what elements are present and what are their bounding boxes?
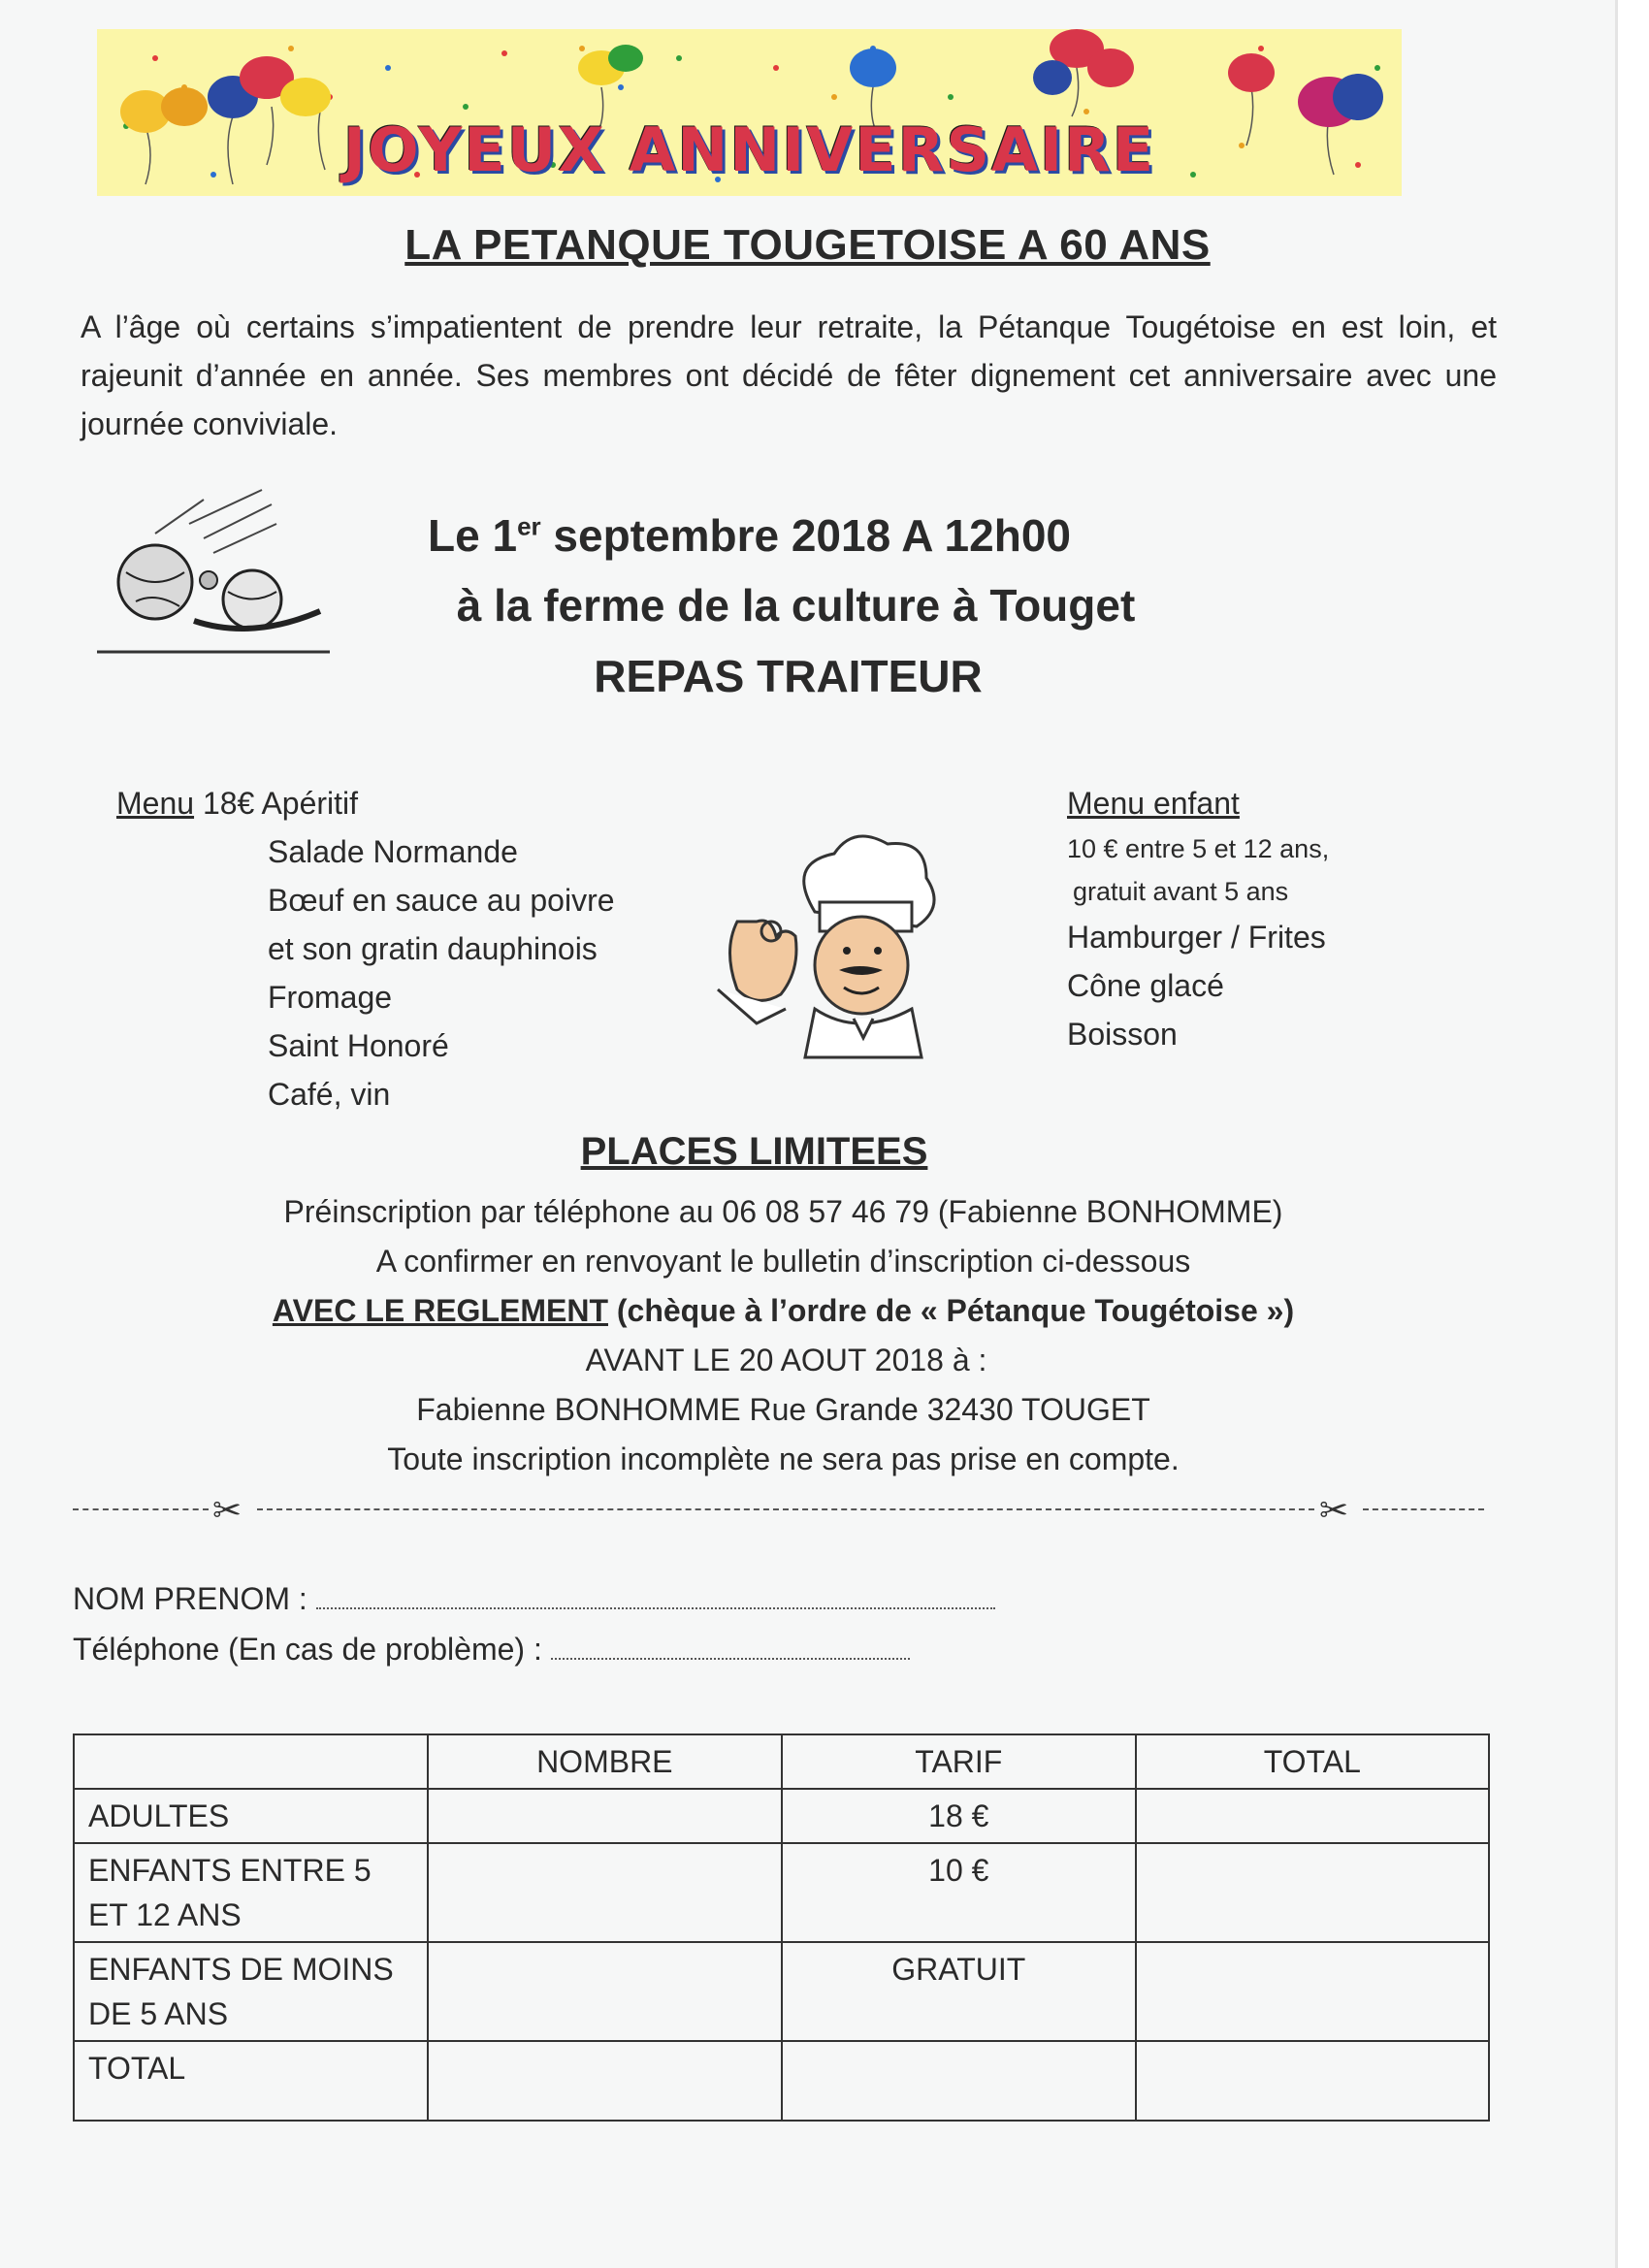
places-line-deadline: AVANT LE 20 AOUT 2018 à : [585,1343,987,1377]
menu-child-item: Boisson [1067,1017,1178,1052]
registration-table [73,1733,1490,2122]
tarif-cell: 10 € [782,1843,1136,1942]
name-field-label: NOM PRENOM : [73,1581,307,1616]
total-cell[interactable] [1136,1843,1489,1942]
places-line-address: Fabienne BONHOMME Rue Grande 32430 TOUGET [416,1392,1150,1427]
menu-child-price: 10 € entre 5 et 12 ans, [1067,834,1330,863]
table-row [74,1789,1489,1843]
table-row [74,2041,1489,2121]
birthday-banner [97,29,1402,196]
nombre-cell[interactable] [428,1789,783,1843]
tarif-cell [782,2041,1136,2121]
menu-adult-label: Menu [116,786,195,821]
menu-child-item: Hamburger / Frites [1067,920,1326,955]
tarif-cell: 18 € [782,1789,1136,1843]
menu-child-free: gratuit avant 5 ans [1073,877,1289,906]
menu-adult-price: 18€ Apéritif [202,786,359,821]
places-line-warning: Toute inscription incomplète ne sera pas prise en compte. [387,1442,1180,1476]
nombre-cell[interactable] [428,2041,783,2121]
cut-dash [1363,1508,1484,1510]
menu-adult-item: Bœuf en sauce au poivre [268,883,615,918]
scissors-icon: ✂ [1319,1490,1349,1530]
row-label: ENFANTS ENTRE 5 ET 12 ANS [74,1843,428,1942]
payment-detail: (chèque à l’ordre de « Pétanque Tougétoise ») [607,1293,1295,1328]
scissors-icon: ✂ [212,1490,242,1530]
row-label: ADULTES [74,1789,428,1843]
table-header-cell [74,1734,428,1789]
event-date [0,509,1557,562]
menu-adult-items [268,827,615,1118]
event-date-sup: er [517,511,541,541]
name-field[interactable] [73,1581,995,1617]
page-title: LA PETANQUE TOUGETOISE A 60 ANS [404,221,1211,269]
phone-field[interactable] [73,1632,910,1668]
phone-field-label: Téléphone (En cas de problème) : [73,1632,542,1667]
nombre-cell[interactable] [428,1843,783,1942]
row-label: ENFANTS DE MOINS DE 5 ANS [74,1942,428,2041]
cut-dash [73,1508,209,1510]
total-cell[interactable] [1136,1789,1489,1843]
menu-adult-item: Salade Normande [268,834,518,869]
table-header-total: TOTAL [1136,1734,1489,1789]
table-header-row [74,1734,1489,1789]
menu-child [1067,779,1329,1058]
intro-paragraph: A l’âge où certains s’impatientent de prendre leur retraite, la Pétanque Tougétoise en est loin, et rajeunit d’année en année. Ses membres ont décidé de fêter dignement cet anniversaire avec une journée conviviale. [81,309,1497,441]
menu-child-item: Cône glacé [1067,968,1224,1003]
menu-adult-item: Fromage [268,980,393,1015]
places-title: PLACES LIMITEES [580,1130,928,1173]
table-row [74,1843,1489,1942]
event-date-prefix: Le 1 [428,510,518,561]
chef-illustration [708,825,960,1067]
places-line-phone: Préinscription par téléphone au 06 08 57 46 79 (Fabienne BONHOMME) [283,1194,1283,1229]
banner-title: JOYEUX ANNIVERSAIRE [342,114,1156,185]
nombre-cell[interactable] [428,1942,783,2041]
places-line-confirm: A confirmer en renvoyant le bulletin d’inscription ci-dessous [375,1244,1191,1279]
table-header-nombre: NOMBRE [428,1734,783,1789]
total-cell[interactable] [1136,1942,1489,2041]
event-meal: REPAS TRAITEUR [594,651,983,701]
cut-line [73,1490,1484,1530]
menu-adult-item: Café, vin [268,1077,391,1112]
row-label: TOTAL [74,2041,428,2121]
places-line-payment [0,1286,1591,1335]
cut-dash [257,1508,1314,1510]
table-row [74,1942,1489,2041]
phone-field-line[interactable] [551,1636,910,1660]
table-header-tarif: TARIF [782,1734,1136,1789]
menu-child-label: Menu enfant [1067,786,1240,821]
tarif-cell: GRATUIT [782,1942,1136,2041]
menu-adult-item: Saint Honoré [268,1028,449,1063]
payment-label: AVEC LE REGLEMENT [272,1293,608,1328]
total-cell[interactable] [1136,2041,1489,2121]
event-date-suffix: septembre 2018 A 12h00 [540,510,1071,561]
menu-adult-item: et son gratin dauphinois [268,931,598,966]
name-field-line[interactable] [316,1586,995,1609]
menu-adult-heading [116,779,358,827]
event-place: à la ferme de la culture à Touget [456,580,1136,631]
